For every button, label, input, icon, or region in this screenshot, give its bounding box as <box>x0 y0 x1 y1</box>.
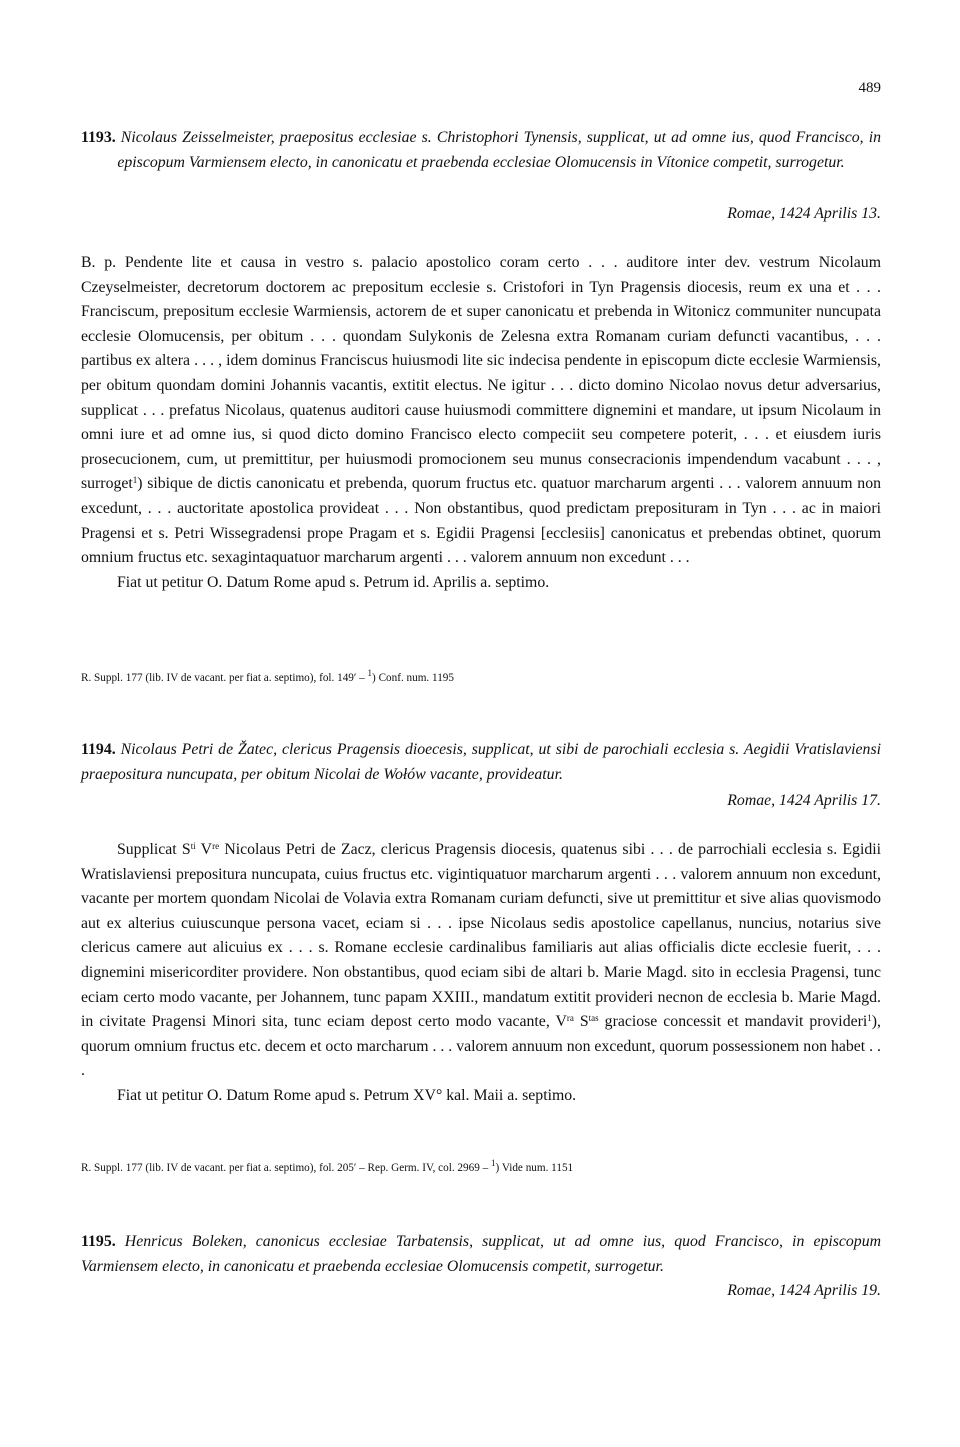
footnote-ref: 1 <box>132 475 138 486</box>
entry-number: 1194. <box>81 741 116 758</box>
source-note <box>81 668 454 685</box>
fiat-line: Fiat ut petitur O. Datum Rome apud s. Petrum id. Aprilis a. septimo. <box>117 573 550 591</box>
entry-summary <box>81 1230 881 1279</box>
entry-summary <box>81 738 881 787</box>
superscript-abbrev: tas <box>588 1013 599 1024</box>
body-text: B. p. Pendente lite et causa in vestro s. palacio apostolico coram certo . . . auditore inter dev. vestrum Nicolaum Czeyselmeister, decretorum doctorem ac prepositum ecclesie s. Cristofori in Tyn Pragensis diocesis, reum ex una et . . . Franciscum, prepositum ecclesie Warmiensis, actorem de et super canonicatu et prebenda in Witonicz communiter nuncupata ecclesie Olomucensis, per obitum . . . quondam Sulykonis de Zelesna extra Romanam curiam defuncti vacantibus, . . . partibus ex altera . . . , idem dominus Franciscus huiusmodi lite sic indecisa pendente in episcopum dicte ecclesie Warmiensis, per obitum quondam domini Johannis vacantis, extitit electus. Ne igitur . . . dicto domino Nicolao novus detur adversarius, supplicat . . . prefatus Nicolaus, quatenus auditori cause huiusmodi committere dignemini et mandare, ut ipsum Nicolaum in omni iure et ad omne ius, si quod dicto domino Francisco electo compeciit seu competere poterit, . . . et eiusdem iuris prosecucionem, cum, ut premittitur, per huiusmodi promocionem seu munus consecracionis impendendum vacabunt . . . , surroget <box>81 254 881 493</box>
footnote-mark: 1 <box>491 1158 496 1168</box>
superscript-abbrev: re <box>212 841 220 851</box>
body-text: Supplicat S <box>117 841 191 858</box>
entry-summary-text: Nicolaus Petri de Žatec, clericus Pragensis dioecesis, supplicat, ut sibi de parochiali ecclesia s. Aegidii Vratislaviensi praepositura nuncupata, per obitum Nicolai de Wołów vacante, provideatur. <box>81 741 881 783</box>
body-text: graciose concessit et mandavit provideri <box>598 1013 868 1031</box>
entry-body-paragraph <box>81 838 881 1084</box>
fiat-line: Fiat ut petitur O. Datum Rome apud s. Petrum XV° kal. Maii a. septimo. <box>117 1086 577 1104</box>
source-note <box>81 1158 574 1175</box>
footnote-ref: 1 <box>867 1013 872 1024</box>
body-text: ), quorum omnium fructus etc. decem et octo marcharum . . . valorem annuum non excedunt, quorum possessionem non habet . . . <box>81 1013 881 1080</box>
source-note-text: R. Suppl. 177 (lib. IV de vacant. per fiat a. septimo), fol. 205′ – Rep. Germ. IV, col. 2969 – <box>81 1162 491 1174</box>
superscript-abbrev: ti <box>190 841 196 851</box>
entry-summary <box>81 126 881 175</box>
entry-date: Romae, 1424 Aprilis 13. <box>727 205 881 222</box>
superscript-abbrev: ra <box>566 1013 574 1024</box>
body-text-continued: ) sibique de dictis canonicatu et prebenda, quorum fructus etc. quatuor marcharum argenti . . . valorem annuum non excedunt, . . . auctoritate apostolica provideat . . . Non obstantibus, quod predictam preposituram in Tyn . . . ac in maiori Pragensi et s. Petri Wissegradensi prope Pragam et s. Egidii Pragensi [ecclesiis] canonicatus et prebendas obtinet, quorum omnium fructus etc. sexagintaquatuor marcharum argenti . . . valorem annuum non excedunt . . . <box>81 475 881 567</box>
entry-body <box>81 251 881 595</box>
body-text: V <box>195 841 213 858</box>
page-number: 489 <box>858 80 881 96</box>
entry-date: Romae, 1424 Aprilis 17. <box>727 792 881 809</box>
entry-summary-text: Nicolaus Zeisselmeister, praepositus ecclesiae s. Christophori Tynensis, supplicat, ut ad omne ius, quod Francisco, in episcopum Varmiensem electo, in canonicatu et praebenda ecclesiae Olomucensis in Vítonice competit, surrogetur. <box>117 129 881 171</box>
body-text: Nicolaus Petri de Zacz, clericus Pragensis diocesis, quatenus sibi . . . de parrochiali ecclesia s. Egidii Wratislaviensi prepositura nuncupata, cuius fructus etc. vigintiquatuor marcharum argenti . . . valorem annuum non excedunt, vacante per mortem quondam Nicolai de Volavia extra Romanam curiam defuncti, sive ut premittitur et sive alias quovismodo aut ex alterius cuiuscunque persona vacet, eciam si . . . ipse Nicolaus sedis apostolice capellanus, nuncius, notarius sive clericus camere aut alicuius ex . . . s. Romane ecclesie cardinalibus familiaris aut alias officialis dicte ecclesie fuerit, . . . dignemini misericorditer providere. Non obstantibus, quod eciam sibi de altari b. Marie Magd. sito in ecclesia Pragensi, tunc eciam certo modo vacante, per Johannem, tunc papam XXIII., mandatum extitit provideri necnon de ecclesia b. Marie Magd. in civitate Pragensi Minori sita, tunc eciam depost certo modo vacante, V <box>81 841 882 1031</box>
entry-date: Romae, 1424 Aprilis 19. <box>727 1282 881 1299</box>
entry-summary-text: Henricus Boleken, canonicus ecclesiae Tarbatensis, supplicat, ut ad omne ius, quod Francisco, in episcopum Varmiensem electo, in canonicatu et praebenda ecclesiae Olomucensis competit, surrogetur. <box>81 1233 882 1275</box>
footnote-mark: 1 <box>367 668 373 678</box>
entry-body <box>81 838 881 1109</box>
footnote-text: ) Vide num. 1151 <box>495 1162 574 1174</box>
footnote-text: ) Conf. num. 1195 <box>372 672 454 684</box>
source-note-text: R. Suppl. 177 (lib. IV de vacant. per fiat a. septimo), fol. 149′ – <box>81 672 368 684</box>
entry-number: 1193. <box>81 129 116 146</box>
entry-body-paragraph <box>81 251 881 571</box>
entry-number: 1195. <box>81 1233 116 1250</box>
body-text: S <box>573 1013 589 1031</box>
